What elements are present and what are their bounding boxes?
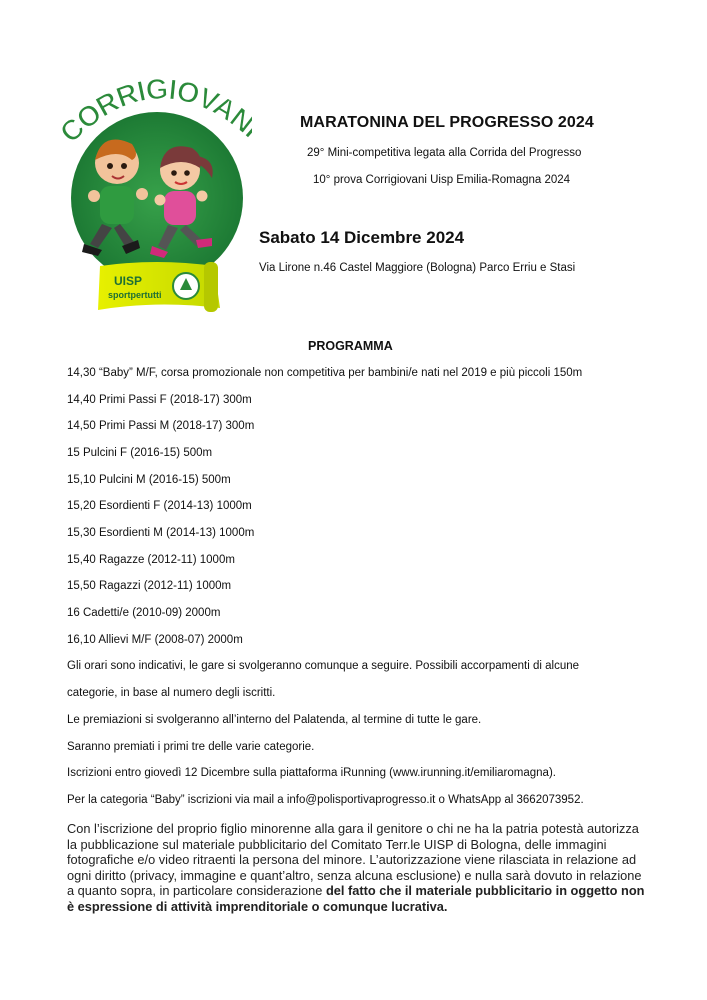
note-awards-location: Le premiazioni si svolgeranno all’interno del Palatenda, al termine di tutte le gare. [67, 714, 482, 726]
program-item: 15,40 Ragazze (2012-11) 1000m [67, 554, 235, 566]
note-baby-registration: Per la categoria “Baby” iscrizioni via mail a info@polisportivaprogresso.it o WhatsApp al 3662073952. [67, 794, 584, 806]
program-item: 16 Cadetti/e (2010-09) 2000m [67, 607, 221, 619]
legal-text: Con l’iscrizione del proprio figlio minorenne alla gara il genitore o chi ne ha la patria potestà autorizza la pubblicazione sul materiale pubblicitario del Comitato Terr.le UISP di Bologna, delle immagini fotografiche e/o video ritraenti la persona del minore. L’autorizzazione viene rilasciata in relazione ad ogni diritto (privacy, immagine e quant’altro, senza alcuna esclusione) e nulla sarà dovuto in relazione a quanto sopra, in particolare considerazione [67, 821, 642, 899]
program-item: 14,50 Primi Passi M (2018-17) 300m [67, 420, 255, 432]
program-item: 14,30 “Baby” M/F, corsa promozionale non competitiva per bambini/e nati nel 2019 e più piccoli 150m [67, 367, 583, 379]
note-schedule: Gli orari sono indicativi, le gare si svolgeranno comunque a seguire. Possibili accorpamenti di alcune [67, 660, 580, 672]
program-item: 16,10 Allievi M/F (2008-07) 2000m [67, 634, 243, 646]
corrigiovani-logo [62, 68, 252, 320]
event-title: MARATONINA DEL PROGRESSO 2024 [300, 114, 594, 131]
program-item: 15,20 Esordienti F (2014-13) 1000m [67, 500, 252, 512]
note-schedule-cont: categorie, in base al numero degli iscritti. [67, 687, 276, 699]
logo-wordmark: ORRIGIOVA [70, 73, 241, 137]
program-item: 15,50 Ragazzi (2012-11) 1000m [67, 580, 232, 592]
note-awards: Saranno premiati i primi tre delle varie categorie. [67, 741, 315, 753]
program-item: 15,30 Esordienti M (2014-13) 1000m [67, 527, 255, 539]
program-item: 14,40 Primi Passi F (2018-17) 300m [67, 394, 252, 406]
corrigiovani-logo-graphic [62, 68, 252, 320]
program-title: PROGRAMMA [308, 339, 393, 353]
banner-brand: UISP [114, 274, 143, 288]
event-subtitle-1: 29° Mini-competitiva legata alla Corrida del Progresso [307, 147, 582, 159]
event-subtitle-2: 10° prova Corrigiovani Uisp Emilia-Romagna 2024 [313, 174, 571, 186]
note-registration: Iscrizioni entro giovedì 12 Dicembre sulla piattaforma iRunning (www.irunning.it/emiliaromagna). [67, 767, 556, 779]
legal-text-bold: del fatto che il materiale pubblicitario in oggetto non è espressione di attività imprenditoriale o comunque lucrativa. [67, 883, 645, 914]
event-date: Sabato 14 Dicembre 2024 [259, 228, 465, 247]
program-item: 15,10 Pulcini M (2016-15) 500m [67, 474, 231, 486]
legal-disclaimer [67, 821, 647, 915]
banner-tagline: sportpertutti [108, 290, 162, 300]
program-item: 15 Pulcini F (2016-15) 500m [67, 447, 213, 459]
event-venue: Via Lirone n.46 Castel Maggiore (Bologna) Parco Erriu e Stasi [259, 262, 576, 274]
